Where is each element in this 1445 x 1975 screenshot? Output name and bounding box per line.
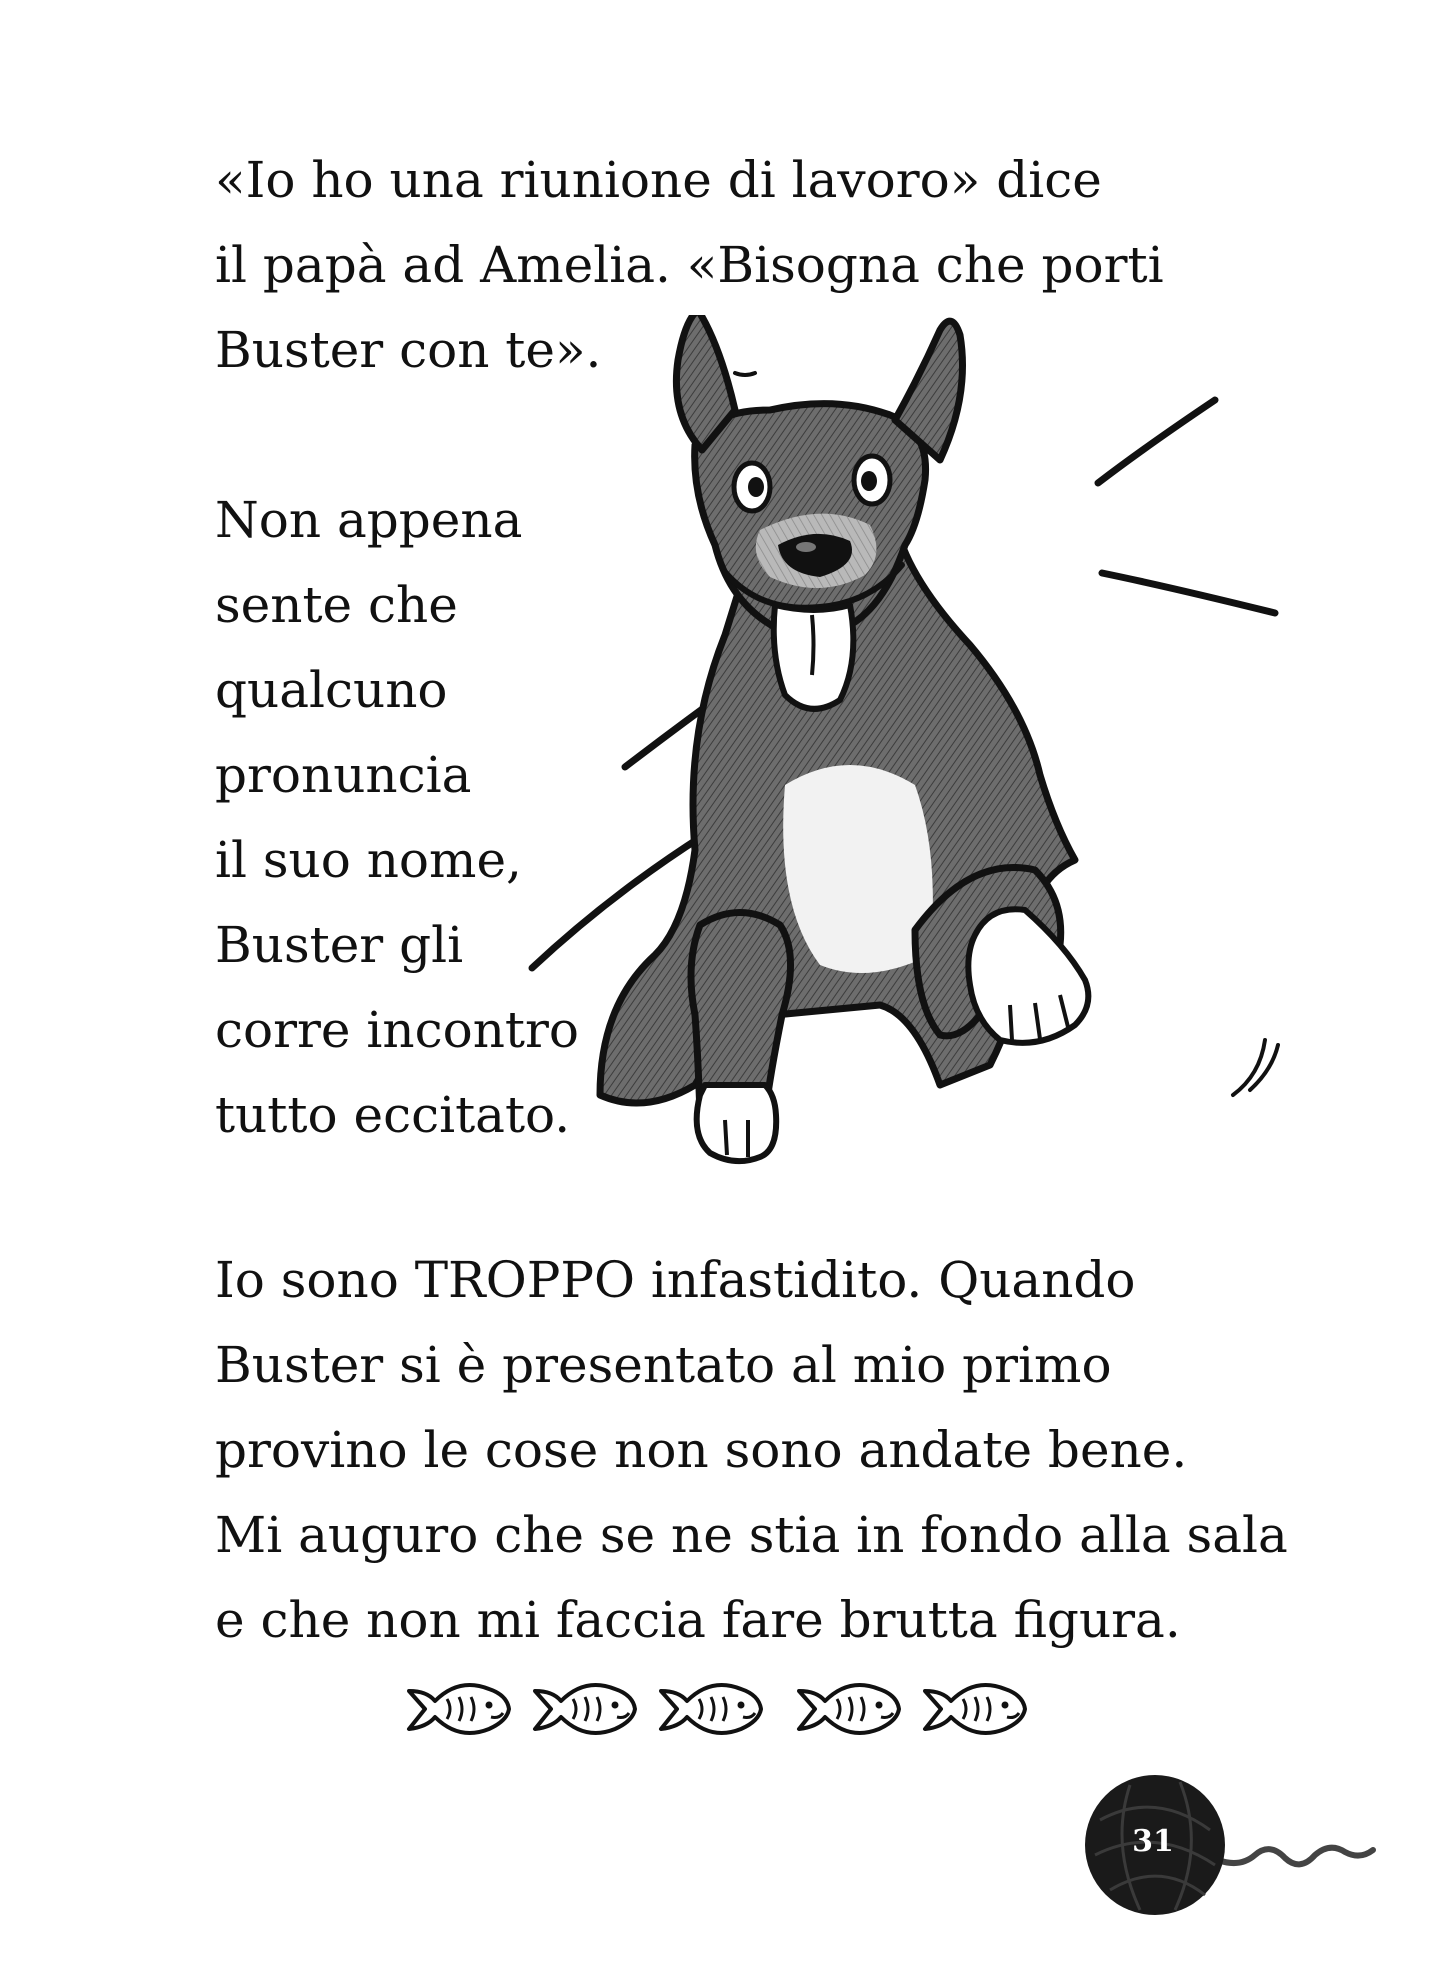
paragraph-2-line-6: Buster gli: [215, 916, 464, 974]
fish-icon: [799, 1685, 899, 1733]
paragraph-2-line-3: qualcuno: [215, 661, 448, 719]
page-number: 31: [1132, 1824, 1174, 1859]
fish-icon: [661, 1685, 761, 1733]
fish-icon: [925, 1685, 1025, 1733]
paragraph-2-line-8: tutto eccitato.: [215, 1086, 571, 1144]
paragraph-2-line-1: Non appena: [215, 491, 523, 549]
paragraph-1-line-2: il papà ad Amelia. «Bisogna che porti: [215, 236, 1164, 294]
paragraph-2-line-2: sente che: [215, 576, 458, 634]
excited-dog-icon: [520, 315, 1310, 1175]
paragraph-2-line-5: il suo nome,: [215, 831, 522, 889]
paragraph-3-line-1: Io sono TROPPO infastidito. Quando: [215, 1251, 1136, 1309]
paragraph-3-line-5: e che non mi faccia fare brutta figura.: [215, 1591, 1181, 1649]
paragraph-1-line-3: Buster con te».: [215, 321, 602, 379]
paragraph-3-line-4: Mi auguro che se ne stia in fondo alla sala: [215, 1506, 1288, 1564]
paragraph-3-line-2: Buster si è presentato al mio primo: [215, 1336, 1112, 1394]
fish-icon: [409, 1685, 509, 1733]
paragraph-2-line-4: pronuncia: [215, 746, 472, 804]
fish-separator: [405, 1675, 1045, 1750]
paragraph-2-line-7: corre incontro: [215, 1001, 579, 1059]
paragraph-1-line-1: «Io ho una riunione di lavoro» dice: [215, 151, 1102, 209]
paragraph-3-line-3: provino le cose non sono andate bene.: [215, 1421, 1188, 1479]
fish-icon: [535, 1685, 635, 1733]
